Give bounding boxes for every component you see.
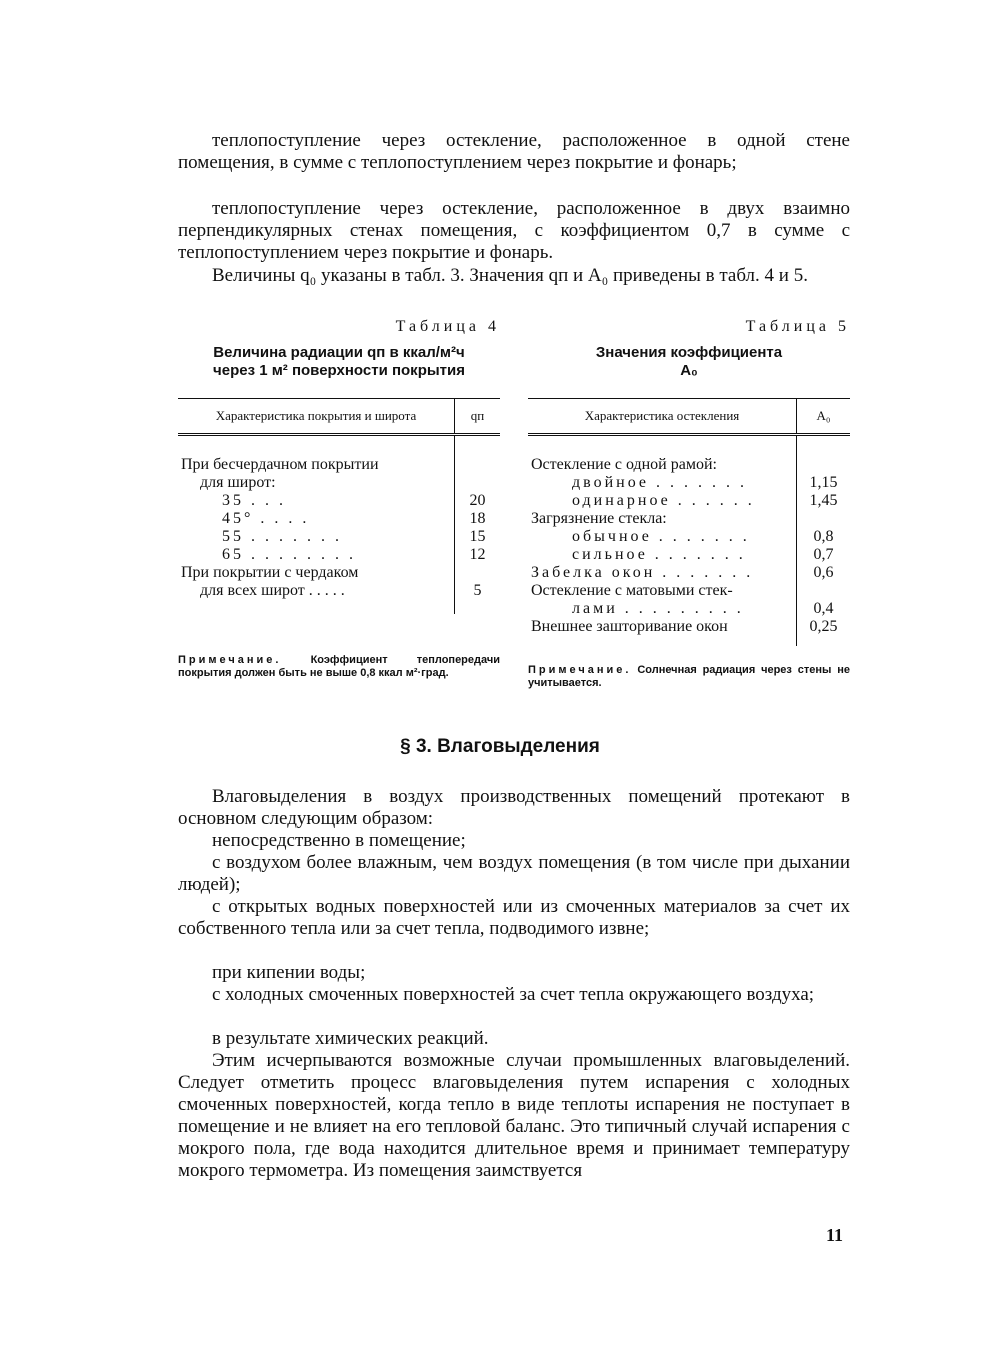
table5-row-label: сильное . . . . . . . [572,546,746,563]
table5-row-value: 1,45 [797,492,851,510]
paragraph-body: непосредственно в помещение; [212,830,466,851]
paragraph-body: с открытых водных поверхностей или из смоченных материалов за счет их собственного тепла или за счет тепла, подводимого извне; [178,896,850,939]
table5-title [528,344,850,380]
table5-col-header-a0: A₀ [797,399,851,435]
table4-note-label: Примечание. [178,654,282,666]
paragraph-body: с воздухом более влажным, чем воздух помещения (в том числе при дыхании людей); [178,852,850,895]
table4-row-label: для широт: [200,474,276,491]
table5-row-label: Внешнее зашторивание окон [531,618,728,635]
table4-title-line2: через 1 м² поверхности покрытия [213,362,465,379]
paragraph-glazing-two-walls: теплопоступление через остекление, расположенное в двух взаимно перпендикулярных стенах помещения, с коэффициентом 0,7 в сумме с теплопоступлением через покрытие и фонарь. [178,198,850,263]
table5-note-label: Примечание. [528,664,632,676]
paragraph-body: с холодных смоченных поверхностей за счет тепла окружающего воздуха; [212,984,815,1005]
table5-title-line2: A₀ [680,362,698,379]
table5-row-value: 1,15 [797,474,851,492]
section-title: § 3. Влаговыделения [400,736,600,757]
table5-note-text: Солнечная радиация через стены не учитывается. [528,664,851,689]
table5 [528,398,850,646]
page-number: 11 [826,1225,844,1245]
table4-row-value [455,435,501,475]
table4-row-label: 45° . . . . [222,510,310,527]
table5-row-label: одинарное . . . . . . [572,492,755,509]
table4-row-value: 5 [455,582,501,614]
paragraph-body: Этим исчерпываются возможные случаи промышленных влаговыделений. Следует отметить процесс влаговыделения путем испарения с холодных смоченных поверхностей, когда тепло в виде теплоты испарения не поступает в помещение и не влияет на его тепловой баланс. Это типичный случай испарения с мокрого пола, где вода находится длительное время и принимает температуру мокрого термометра. Из помещения заимствуется [178,1050,850,1181]
table5-row-value [797,510,851,528]
table5-row-label: обычное . . . . . . . [572,528,750,545]
table5-row-label: лами . . . . . . . . . [572,600,744,617]
table4-col-header-characteristic: Характеристика покрытия и широта [215,408,417,423]
table5-row-value: 0,4 [797,600,851,618]
table4-row-label: При бесчердачном покрытии [181,456,379,473]
table5-row-value: 0,25 [797,618,851,646]
table4-row-value [455,474,501,492]
table4-caption: Таблица 4 [395,318,500,335]
table4-row-value: 15 [455,528,501,546]
table5-row-value: 0,6 [797,564,851,582]
table4-col-header-qp: qп [455,399,501,435]
paragraph-body: при кипении воды; [212,962,366,983]
paragraph-table-reference: Величины q₀ указаны в табл. 3. Значения qп и A₀ приведены в табл. 4 и 5. [212,265,808,286]
table4-row-label: 65 . . . . . . . . [222,546,356,563]
table4-row-label: При покрытии с чердаком [181,564,359,581]
table4-title [178,344,500,380]
table4-row-value: 12 [455,546,501,564]
table5-row-value [797,582,851,600]
table5-row-label: Остекление с одной рамой: [531,456,717,473]
paragraph-glazing-one-wall: теплопоступление через остекление, расположенное в одной стене помещения, в сумме с теплопоступлением через покрытие и фонарь; [178,130,850,173]
table5-row-value: 0,7 [797,546,851,564]
paragraph-body: в результате химических реакций. [212,1028,489,1049]
paragraph-body: Влаговыделения в воздух производственных помещений протекают в основном следующим образом: [178,786,850,829]
table4-note-text: Коэффициент теплопередачи покрытия должен быть не выше 0,8 ккал м²·град. [178,654,500,679]
table5-note [528,664,850,690]
table4-note [178,654,500,680]
table4-row-value: 18 [455,510,501,528]
table5-row-label: Забелка окон . . . . . . . [531,564,754,581]
table4-row-value: 20 [455,492,501,510]
table5-row-label: двойное . . . . . . . [572,474,748,491]
table5-row-value: 0,8 [797,528,851,546]
table5-title-line1: Значения коэффициента [595,344,783,361]
table5-row-value [797,435,851,475]
table4-row-value [455,564,501,582]
table5-row-label: Загрязнение стекла: [531,510,667,527]
table4-row-label: 35 . . . [222,492,286,509]
table4-header-row [178,399,500,435]
table4-row-label: для всех широт . . . . . [200,582,345,599]
table5-row-label: Остекление с матовыми стек- [531,582,733,599]
table4 [178,398,500,614]
table4-row-label: 55 . . . . . . . [222,528,342,545]
table5-header-row [528,399,850,435]
table5-col-header-characteristic: Характеристика остекления [584,408,740,423]
table4-title-line1: Величина радиации qп в ккал/м²ч [213,344,465,361]
table5-caption: Таблица 5 [745,318,850,335]
